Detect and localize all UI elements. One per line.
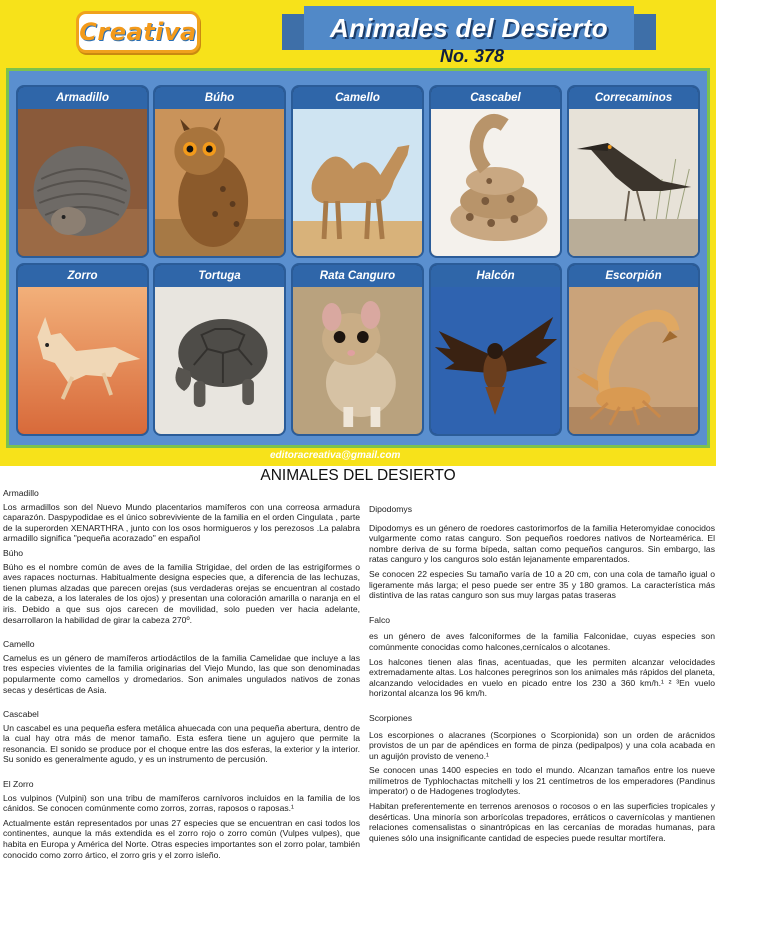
card-owl [153,85,286,258]
paragraph: Actualmente están representados por unas 27 especies que se encuentran en casi todos los continentes, aunque la más extendida es el zorro rojo o zorro común (Vulpes vulpes), que habita en Europa y América del Norte. Otras especies importantes son el zorro polar, también conocido como zorro ártico, el zorro gris y el zorro isleño. [3,817,360,860]
card-label: Búho [155,87,284,109]
paragraph: Búho es el nombre común de aves de la familia Strigidae, del orden de las estrigiformes o aves rapaces nocturnas. Habitualmente designa especies que, a diferencia de las lechuzas, tienen plumas alzadas que parecen orejas (sus verdaderas orejas se encuentran al costado de la cabeza, a los laterales de los ojos) y presentan una coloración amarilla o naranja en el iris. Debido a que sus ojos carecen de movilidad, solo pueden ver hacia adelante, desarrollaron la habilidad de girar la cabeza 270º. [3,561,360,625]
paragraph: Los escorpiones o alacranes (Scorpiones o Scorpionida) son un orden de arácnidos provistos de un par de apéndices en forma de pinza (pedipalpos) y una cola acabada en un aguijón provisto de veneno.¹ [369,729,715,761]
issue-number: No. 378 [440,46,505,66]
card-falcon [429,263,562,436]
section-armadillo [3,488,360,544]
animal-board [6,68,710,448]
fox-photo [18,287,147,434]
card-label: Correcaminos [569,87,698,109]
card-scorpion [567,263,700,436]
rattlesnake-photo [431,109,560,256]
section-heading: Falco [369,614,391,625]
right-column [369,504,715,847]
card-rattlesnake [429,85,562,258]
paragraph: Un cascabel es una pequeña esfera metálica ahuecada con una pequeña abertura, dentro de la cual hay otra más de menor tamaño. Esta esfera tiene un agujero que permite la resonancia. El sonido se produce por el choque entre las dos esferas, la exterior y la interior. Su sonido es generalmente agudo, y es un instrumento de percusión. [3,722,360,765]
section-heading: Dipodomys [369,504,412,514]
card-fox [16,263,149,436]
paragraph: Los vulpinos (Vulpini) son una tribu de mamíferos carnívoros incluidos en la familia de los cánidos. Se conocen comúnmente como zorros, zorras, raposos o raposas.¹ [3,792,360,814]
paragraph: Se conocen unas 1400 especies en todo el mundo. Alcanzan tamaños entre los nueve milímetros de Typhlochactas mitchelli y los 21 centímetros de los emperadores (Pandinus imperator) o de Hadogenes troglodytes. [369,765,715,797]
owl-photo [155,109,284,256]
document-title: ANIMALES DEL DESIERTO [260,467,456,484]
paragraph: Dipodomys es un género de roedores castorimorfos de la familia Heteromyidae conocidos vulgarmente como ratas canguro. Son pequeños roedores nativos de Norteamérica. El nombre deriva de su forma bípeda, saltan como pequeños canguros. Sin embargo, las ratas canguro y los canguros solo están lejanamente emparentados. [369,522,715,565]
section-zorro [3,779,360,860]
card-label: Armadillo [18,87,147,109]
card-label: Camello [293,87,422,109]
card-roadrunner [567,85,700,258]
logo-text: Creativa [79,18,197,46]
paragraph: es un género de aves falconiformes de la familia Falconidae, cuyas especies son comúnmente conocidas como halcones,cernícalos o alcotanes. [369,631,715,652]
poster-title: Animales del Desierto [330,12,608,43]
left-column [3,488,360,864]
section-falco [369,615,715,699]
paragraph: Los halcones tienen alas finas, acentuadas, que les permiten alcanzar velocidades extremadamente altas. Los halcones peregrinos son los animales más rápidos del planeta, alcanzando velocidades en vuelo en picado entre los 230 a 360 km/h.¹ ² ³En vuelo horizontal alcanza los 96 km/h. [369,656,715,699]
section-heading: Scorpiones [369,712,412,723]
section-heading: Camello [3,639,35,650]
section-dipodomys [369,504,715,601]
section-camello [3,639,360,695]
card-label: Zorro [18,265,147,287]
card-label: Rata Canguro [293,265,422,287]
contact-email[interactable]: editoracreativa@gmail.com [270,450,401,461]
tortoise-photo [155,287,284,434]
kangaroo-rat-photo [293,287,422,434]
card-camel [291,85,424,258]
card-tortoise [153,263,286,436]
falcon-photo [431,287,560,434]
poster [0,0,716,466]
card-armadillo [16,85,149,258]
scorpion-photo [569,287,698,434]
section-heading: El Zorro [3,779,34,790]
section-scorpiones [369,713,715,844]
card-label: Halcón [431,265,560,287]
title-ribbon [304,6,634,50]
paragraph: Se conocen 22 especies Su tamaño varía de 10 a 20 cm, con una cola de tamaño igual o ligeramente más larga; el peso puede ser entre 35 y 180 gramos. La característica más distintiva de las ratas canguro son sus muy largas patas traseras [369,568,715,601]
section-heading: Armadillo [3,488,39,498]
card-label: Tortuga [155,265,284,287]
paragraph: Camelus es un género de mamíferos artiodáctilos de la familia Camelidae que incluye a las tres especies vivientes de la familia originarias del Viejo Mundo, las que son denominadas popularmente como camellos y dromedarios. Son animales ungulados nativos de zonas secas y desérticas de Asia. [3,652,360,695]
section-cascabel [3,709,360,765]
roadrunner-photo [569,109,698,256]
card-label: Escorpión [569,265,698,287]
camel-photo [293,109,422,256]
paragraph: Los armadillos son del Nuevo Mundo placentarios mamíferos con una correosa armadura caparazón. Daspypodidae es el único sobreviviente de la familia en el orden Cingulata , parte de la superorden XENARTHRA , junto con los osos hormigueros y los perezosos .La palabra armadillo significa "pequeña acorazado" en español [3,501,360,544]
armadillo-photo [18,109,147,256]
card-label: Cascabel [431,87,560,109]
card-kangaroo-rat [291,263,424,436]
section-heading: Búho [3,547,24,558]
paragraph: Habitan preferentemente en terrenos arenosos o rocosos o en las superficies tropicales y desérticas. Una minoría son arborícolas trepadores, erráticos o cavernícolas y mantienen relaciones comensalistas o sinantrópicas en las cercanías de moradas humanas, para quienes sólo una insignificante cantidad de especies puede resultar mortífera. [369,801,715,843]
creativa-logo [76,11,200,53]
section-heading: Cascabel [3,709,39,720]
section-buho [3,548,360,625]
